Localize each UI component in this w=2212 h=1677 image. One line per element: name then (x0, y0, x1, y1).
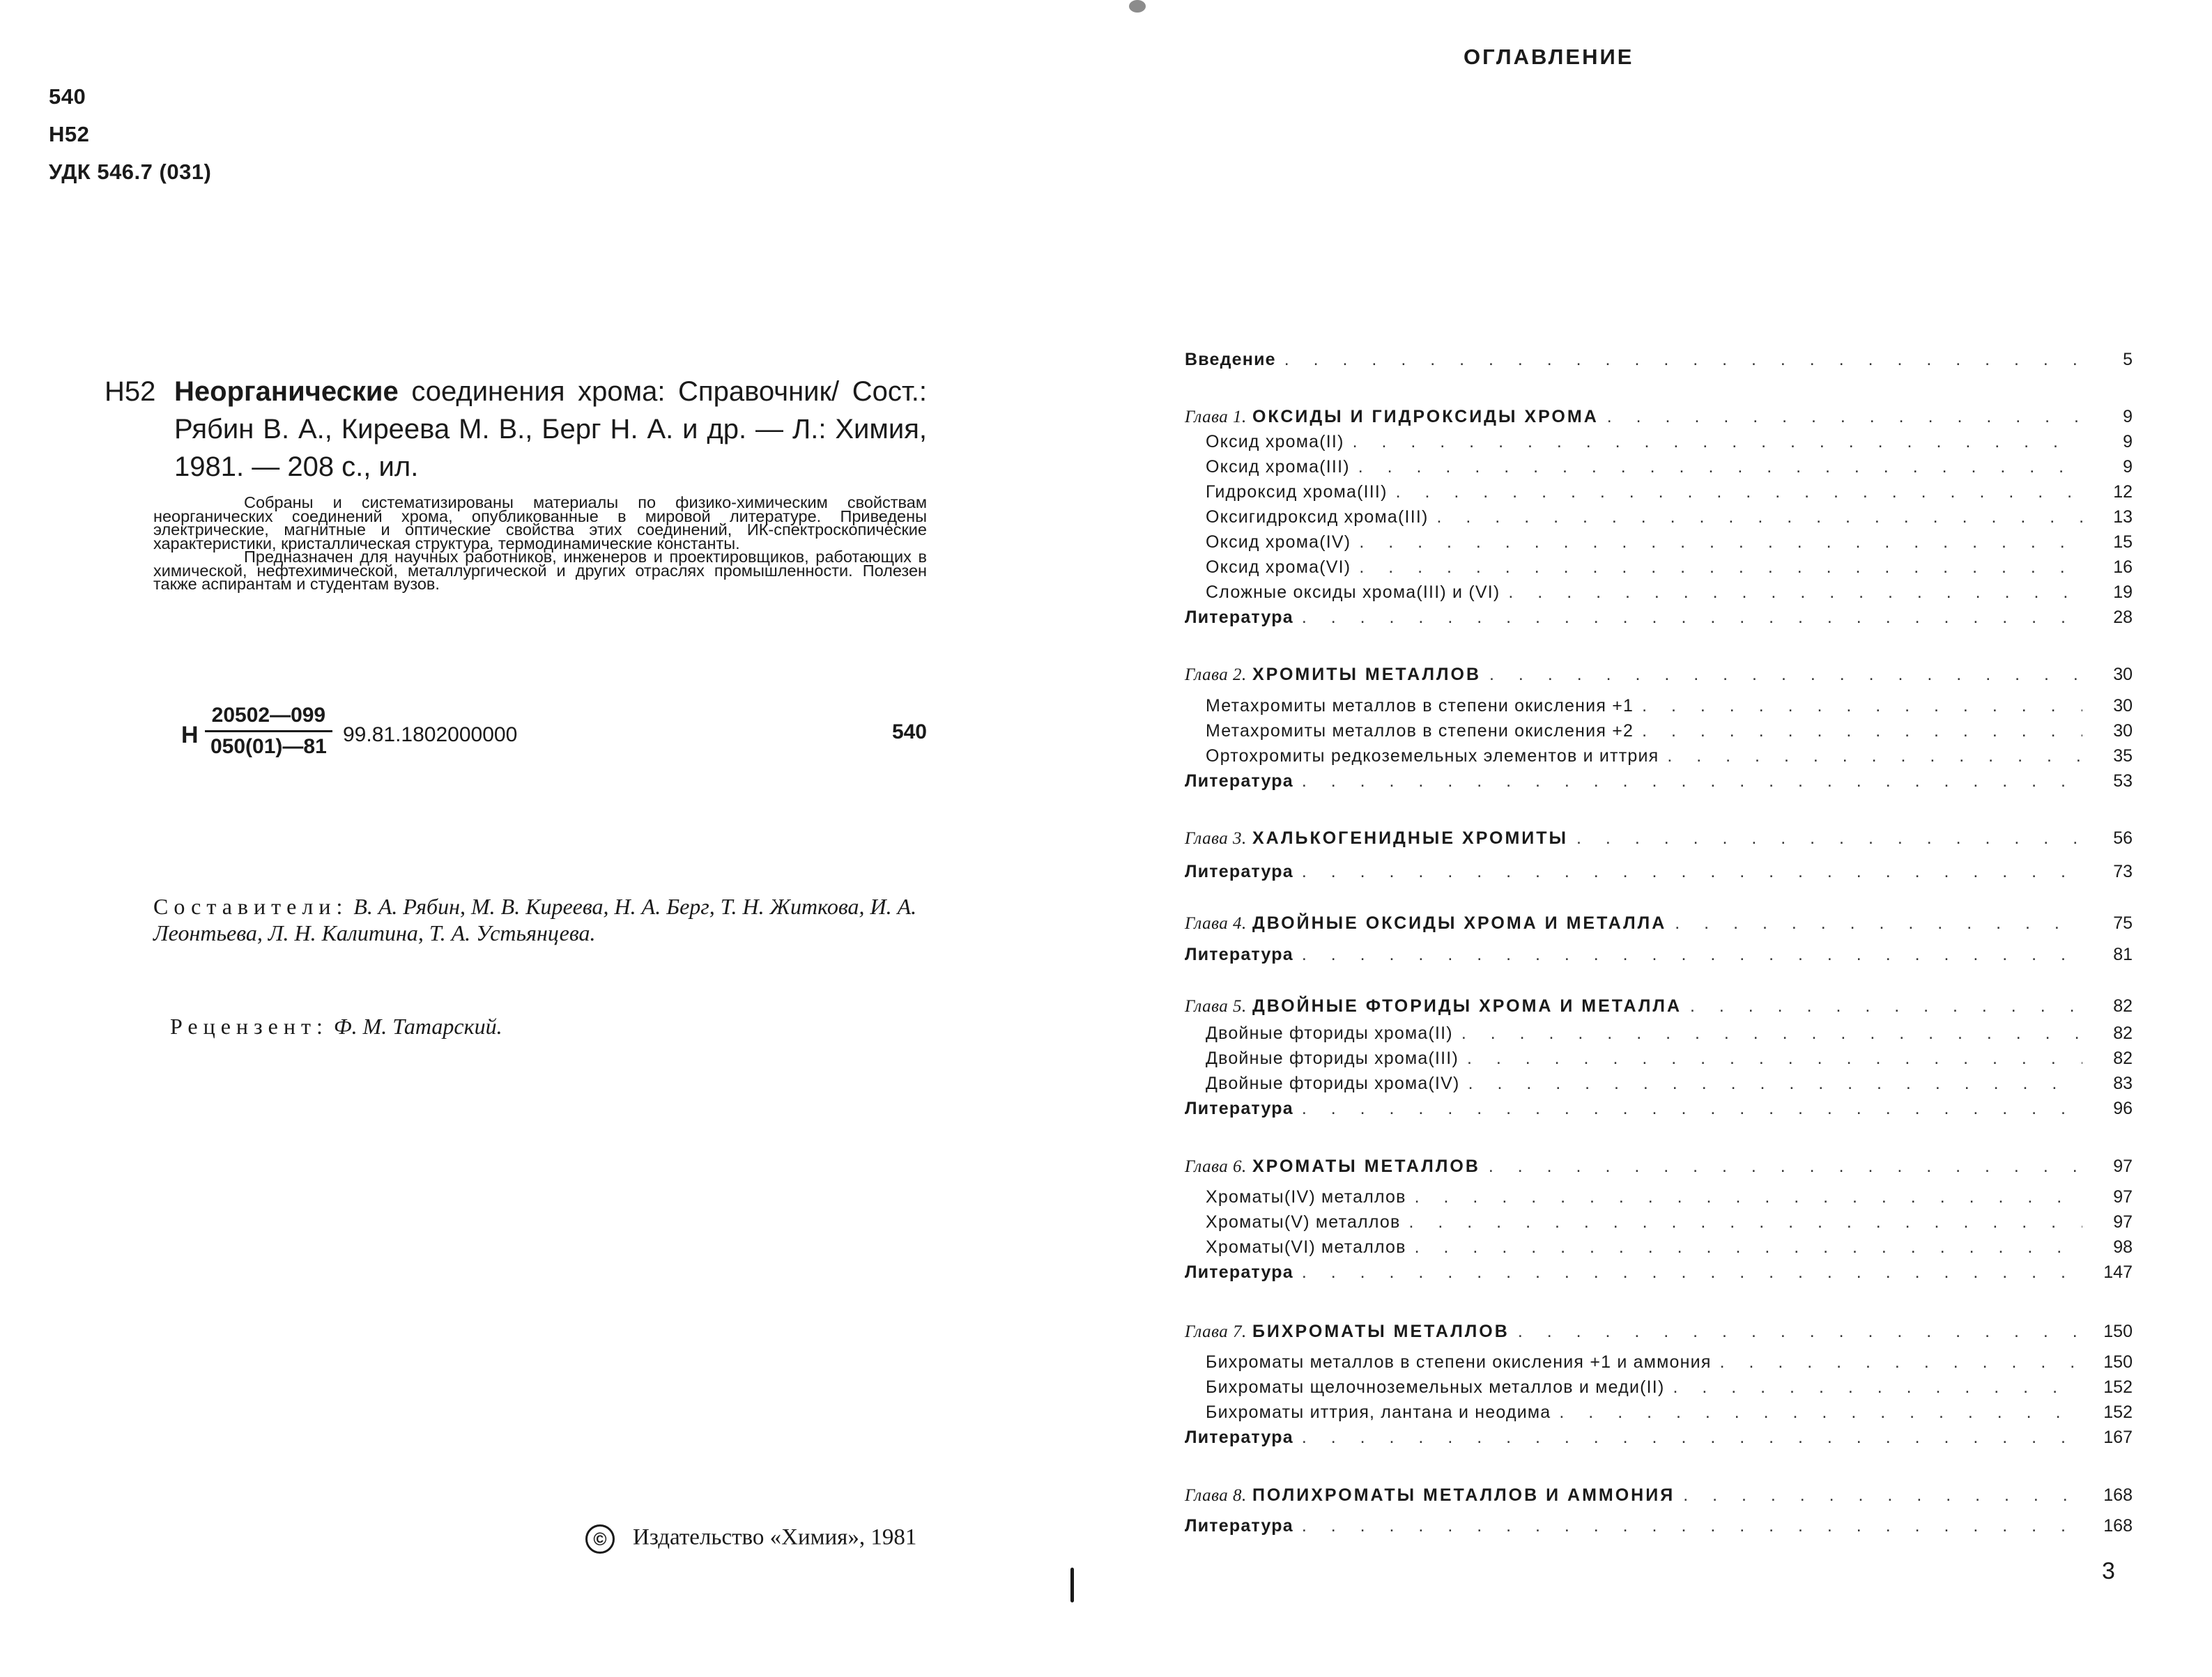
toc-dot-leader (1642, 693, 2082, 718)
toc-label (1185, 911, 1666, 936)
toc-label (1185, 1483, 1675, 1508)
toc-chapter-number: Глава 1. (1185, 408, 1247, 426)
toc-dot-leader (1720, 1350, 2082, 1375)
toc-dot-leader (1359, 530, 2082, 555)
toc-dot-leader (1467, 1046, 2082, 1071)
biblio-author-mark: Н52 (105, 376, 156, 407)
toc-label: Литература (1185, 945, 1293, 964)
catalog-letter: Н (181, 722, 199, 748)
toc-page-number: 12 (2113, 482, 2133, 502)
compilers-names: В. А. Рябин, М. В. Киреева, Н. А. Берг, Т. Н. Житкова, И. А. Леонтьева, Л. Н. Калитина, Т. А. Устьянцева. (153, 894, 917, 945)
toc-label (1185, 994, 1682, 1019)
toc-section-row[interactable] (1185, 1375, 2133, 1400)
toc-page-number: 168 (2103, 1485, 2133, 1505)
toc-page-number: 152 (2103, 1377, 2133, 1397)
toc-label: Метахромиты металлов в степени окисления +1 (1206, 696, 1634, 716)
toc-label: Введение (1185, 350, 1276, 369)
toc-dot-leader (1461, 1021, 2082, 1046)
toc-page-number: 13 (2113, 507, 2133, 527)
toc-section-row[interactable] (1185, 1210, 2133, 1235)
toc-page-number: 150 (2103, 1352, 2133, 1372)
toc-label: Двойные фториды хрома(IV) (1206, 1074, 1460, 1093)
toc-page-number: 152 (2103, 1402, 2133, 1422)
compilers-label: Составители: (153, 894, 348, 919)
toc-chapter-row[interactable] (1185, 1154, 2133, 1179)
reviewer (170, 1014, 937, 1040)
toc-page-number: 82 (2113, 996, 2133, 1016)
copyright-icon: © (585, 1524, 615, 1554)
toc-dot-leader (1302, 1260, 2082, 1285)
toc-chapter-row[interactable] (1185, 994, 2133, 1019)
toc-page-number: 35 (2113, 746, 2133, 766)
toc-chapter-number: Глава 3. (1185, 829, 1247, 848)
toc-chapter-number: Глава 4. (1185, 914, 1247, 933)
toc-chapter-title: БИХРОМАТЫ МЕТАЛЛОВ (1252, 1322, 1510, 1341)
toc-dot-leader (1302, 942, 2082, 967)
toc-label: Литература (1185, 862, 1293, 881)
toc-page-number: 82 (2113, 1049, 2133, 1068)
catalog-numerator: 20502—099 (205, 704, 332, 732)
toc-dot-leader (1675, 911, 2082, 936)
toc-page-number: 56 (2113, 828, 2133, 848)
toc-chapter-title: ХАЛЬКОГЕНИДНЫЕ ХРОМИТЫ (1252, 828, 1569, 848)
toc-section-row[interactable] (1185, 1184, 2133, 1210)
toc-label (1185, 1319, 1510, 1345)
toc-dot-leader (1489, 1154, 2082, 1179)
toc-dot-leader (1642, 718, 2082, 743)
toc-dot-leader (1415, 1184, 2082, 1210)
biblio-title-bold: Неорганические (174, 376, 399, 407)
toc-label: Ортохромиты редкоземельных элементов и иттрия (1206, 746, 1659, 766)
udc-code: УДК 546.7 (031) (49, 160, 212, 184)
toc-dot-leader (1690, 994, 2082, 1019)
toc-section-row[interactable] (1185, 693, 2133, 718)
toc-page-number: 97 (2113, 1212, 2133, 1232)
toc-dot-leader (1667, 743, 2082, 768)
toc-label: Хроматы(IV) металлов (1206, 1187, 1406, 1207)
scan-smudge (1070, 1568, 1074, 1602)
toc-dot-leader (1518, 1319, 2082, 1344)
toc-page-number: 150 (2103, 1322, 2133, 1341)
toc-section-row[interactable] (1185, 1350, 2133, 1375)
toc-label: Бихроматы щелочноземельных металлов и меди(II) (1206, 1377, 1665, 1397)
toc-page-number: 9 (2123, 457, 2133, 477)
toc-chapter-title: ПОЛИХРОМАТЫ МЕТАЛЛОВ И АММОНИЯ (1252, 1485, 1675, 1505)
toc-dot-leader (1358, 454, 2082, 479)
toc-chapter-row[interactable] (1185, 1319, 2133, 1344)
right-page (1185, 0, 2212, 1677)
toc-section-row[interactable] (1185, 1235, 2133, 1260)
toc-entry-row[interactable] (1185, 1096, 2133, 1121)
toc-page-number: 19 (2113, 582, 2133, 602)
toc-label (1185, 1154, 1480, 1180)
toc-page-number: 168 (2103, 1516, 2133, 1536)
toc-page-number: 167 (2103, 1428, 2133, 1447)
toc-chapter-title: ХРОМАТЫ МЕТАЛЛОВ (1252, 1157, 1480, 1176)
toc-section-row[interactable] (1185, 479, 2133, 504)
toc-entry-row[interactable] (1185, 1425, 2133, 1450)
toc-label: Сложные оксиды хрома(III) и (VI) (1206, 582, 1500, 602)
toc-label: Двойные фториды хрома(III) (1206, 1049, 1459, 1068)
toc-dot-leader (1284, 347, 2082, 372)
toc-entry-row[interactable] (1185, 942, 2133, 967)
toc-entry-row[interactable] (1185, 1260, 2133, 1285)
toc-section-row[interactable] (1185, 555, 2133, 580)
toc-page-number: 9 (2123, 407, 2133, 426)
toc-dot-leader (1302, 768, 2082, 794)
toc-label: Хроматы(VI) металлов (1206, 1237, 1406, 1257)
toc-page-number: 97 (2113, 1187, 2133, 1207)
toc-section-row[interactable] (1185, 1071, 2133, 1096)
toc-label: Оксид хрома(IV) (1206, 532, 1351, 552)
classification-codes (49, 78, 211, 191)
toc-chapter-title: ДВОЙНЫЕ ФТОРИДЫ ХРОМА И МЕТАЛЛА (1252, 996, 1682, 1016)
scan-smudge (1129, 0, 1146, 13)
toc-label: Литература (1185, 1262, 1293, 1282)
toc-chapter-row[interactable] (1185, 826, 2133, 851)
toc-dot-leader (1302, 859, 2082, 884)
toc-label: Оксид хрома(VI) (1206, 557, 1351, 577)
toc-chapter-row[interactable] (1185, 1483, 2133, 1508)
toc-section-row[interactable] (1185, 1046, 2133, 1071)
toc-label (1185, 662, 1481, 688)
toc-chapter-row[interactable] (1185, 662, 2133, 687)
catalog-denominator: 050(01)—81 (210, 735, 327, 758)
toc-page-number: 28 (2113, 608, 2133, 627)
toc-label: Литература (1185, 1099, 1293, 1118)
toc-dot-leader (1302, 1425, 2082, 1450)
toc-label: Оксигидроксид хрома(III) (1206, 507, 1429, 527)
toc-entry-row[interactable] (1185, 1513, 2133, 1538)
copyright (585, 1524, 916, 1554)
toc-page-number: 30 (2113, 696, 2133, 716)
toc-label: Бихроматы иттрия, лантана и неодима (1206, 1402, 1551, 1422)
catalog-code: 99.81.1802000000 (343, 723, 518, 746)
toc-dot-leader (1437, 504, 2082, 530)
toc-entry-row[interactable] (1185, 859, 2133, 884)
toc-section-row[interactable] (1185, 429, 2133, 454)
toc-chapter-number: Глава 8. (1185, 1486, 1247, 1505)
toc-dot-leader (1508, 580, 2082, 605)
toc-dot-leader (1607, 404, 2082, 429)
toc-chapter-title: ОКСИДЫ И ГИДРОКСИДЫ ХРОМА (1252, 407, 1599, 426)
copyright-text: Издательство «Химия», 1981 (633, 1524, 917, 1550)
toc-label: Метахромиты металлов в степени окисления +2 (1206, 721, 1634, 741)
toc-section-row[interactable] (1185, 1400, 2133, 1425)
toc-label: Бихроматы металлов в степени окисления +1 и аммония (1206, 1352, 1712, 1372)
toc-page-number: 30 (2113, 721, 2133, 741)
toc-page-number: 97 (2113, 1157, 2133, 1176)
toc-chapter-number: Глава 6. (1185, 1157, 1247, 1176)
toc-label: Двойные фториды хрома(II) (1206, 1023, 1453, 1043)
toc-dot-leader (1683, 1483, 2082, 1508)
toc-dot-leader (1359, 555, 2082, 580)
toc-title: ОГЛАВЛЕНИЕ (1464, 45, 1634, 69)
toc-label: Литература (1185, 1428, 1293, 1447)
toc-chapter-number: Глава 5. (1185, 997, 1247, 1016)
toc-label (1185, 404, 1599, 430)
reviewer-name: Ф. М. Татарский. (333, 1014, 502, 1039)
toc-dot-leader (1302, 1096, 2082, 1121)
annotation (153, 493, 927, 593)
toc-chapter-number: Глава 2. (1185, 665, 1247, 684)
author-mark: Н52 (49, 122, 90, 146)
biblio-rest: соединения хрома: Справочник/ Сост.: Рябин В. А., Киреева М. В., Берг Н. А. и др. — Л.: Химия, 1981. — 208 с., ил. (174, 376, 927, 482)
toc-dot-leader (1489, 662, 2082, 687)
left-page (0, 0, 1087, 1677)
toc-dot-leader (1302, 1513, 2082, 1538)
toc-dot-leader (1468, 1071, 2082, 1096)
toc-label: Литература (1185, 1516, 1293, 1536)
toc-chapter-title: ДВОЙНЫЕ ОКСИДЫ ХРОМА И МЕТАЛЛА (1252, 913, 1667, 933)
toc-dot-leader (1576, 826, 2082, 851)
toc-chapter-number: Глава 7. (1185, 1322, 1247, 1341)
toc-section-row[interactable] (1185, 718, 2133, 743)
toc-page-number: 98 (2113, 1237, 2133, 1257)
annotation-paragraph: Собраны и систематизированы материалы по физико-химическим свойствам неорганических соединений хрома, опубликованные в мировой литературе. Приведены электрические, магнитные и оптические свойства этих соединений, ИК-спектроскопические характеристики, кристаллическая структура, термодинамические константы. (153, 493, 927, 552)
toc-page-number: 81 (2113, 945, 2133, 964)
toc-section-row[interactable] (1185, 1021, 2133, 1046)
toc-page-number: 5 (2123, 350, 2133, 369)
catalog-price: 540 (891, 720, 927, 743)
toc-page-number: 82 (2113, 1023, 2133, 1043)
toc-label (1185, 826, 1568, 851)
toc-section-row[interactable] (1185, 530, 2133, 555)
annotation-paragraph: Предназначен для научных работников, инженеров и проектировщиков, работающих в химической, нефтехимической, металлургической и других отраслях промышленности. Полезен также аспирантам и студентам вузов. (153, 548, 927, 593)
compilers (153, 893, 927, 946)
toc-entry-row[interactable] (1185, 347, 2133, 372)
toc-page-number: 147 (2103, 1262, 2133, 1282)
toc-chapter-title: ХРОМИТЫ МЕТАЛЛОВ (1252, 665, 1482, 684)
toc-dot-leader (1673, 1375, 2082, 1400)
toc-chapter-row[interactable] (1185, 404, 2133, 429)
toc-label: Гидроксид хрома(III) (1206, 482, 1388, 502)
toc-section-row[interactable] (1185, 454, 2133, 479)
toc-page-number: 53 (2113, 771, 2133, 791)
toc-section-row[interactable] (1185, 580, 2133, 605)
toc-label: Оксид хрома(II) (1206, 432, 1344, 451)
catalog-index (181, 704, 927, 759)
bibliographic-entry (105, 373, 927, 486)
toc-dot-leader (1559, 1400, 2082, 1425)
toc-section-row[interactable] (1185, 743, 2133, 768)
toc-dot-leader (1302, 605, 2082, 630)
toc-dot-leader (1409, 1210, 2083, 1235)
bbk-code: 540 (49, 84, 86, 109)
toc-dot-leader (1415, 1235, 2082, 1260)
toc-label: Оксид хрома(III) (1206, 457, 1350, 477)
toc-page-number: 16 (2113, 557, 2133, 577)
biblio-description (174, 373, 927, 486)
page-number: 3 (2102, 1558, 2115, 1584)
reviewer-label: Рецензент: (170, 1014, 328, 1039)
toc-page-number: 73 (2113, 862, 2133, 881)
toc-page-number: 9 (2123, 432, 2133, 451)
toc-dot-leader (1396, 479, 2082, 504)
toc-label: Хроматы(V) металлов (1206, 1212, 1401, 1232)
toc-entry-row[interactable] (1185, 768, 2133, 794)
toc-chapter-row[interactable] (1185, 911, 2133, 936)
toc-page-number: 15 (2113, 532, 2133, 552)
toc-label: Литература (1185, 608, 1293, 627)
toc-dot-leader (1353, 429, 2082, 454)
toc-page-number: 30 (2113, 665, 2133, 684)
toc-page-number: 83 (2113, 1074, 2133, 1093)
toc-entry-row[interactable] (1185, 605, 2133, 630)
toc-label: Литература (1185, 771, 1293, 791)
toc-section-row[interactable] (1185, 504, 2133, 530)
toc-page-number: 96 (2113, 1099, 2133, 1118)
toc-page-number: 75 (2113, 913, 2133, 933)
catalog-fraction (205, 704, 332, 759)
